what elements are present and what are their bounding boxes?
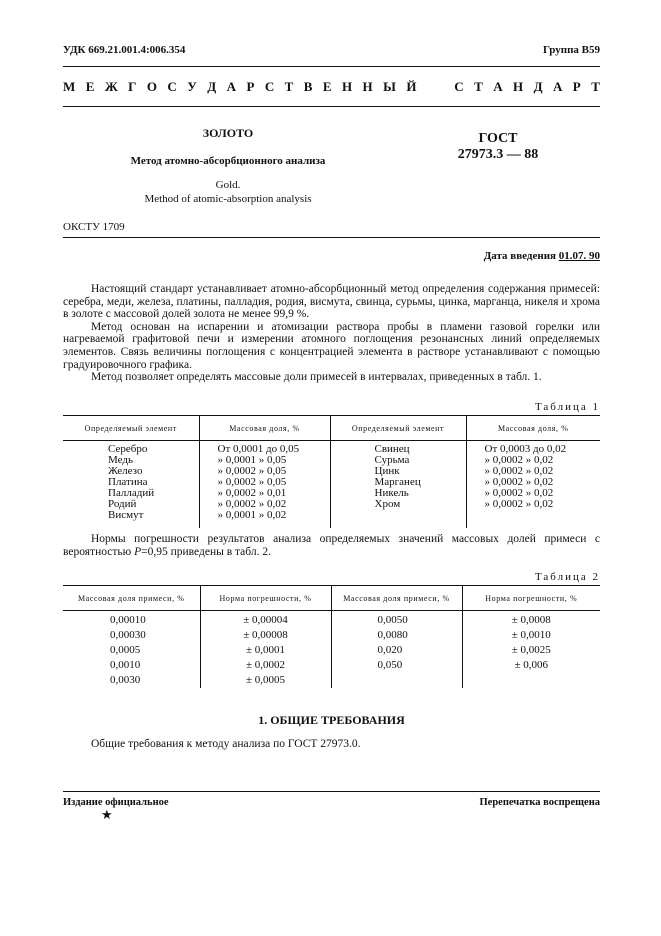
banner-rule [63, 106, 600, 107]
banner-letter: Е [85, 79, 95, 94]
table2-header-fraction-2: Массовая доля примеси, % [331, 586, 462, 611]
banner-letter: А [226, 79, 236, 94]
table1-cell: » 0,0002 » 0,02 [484, 465, 554, 477]
banner-letter: Д [533, 79, 543, 94]
table2-caption: Таблица 2 [534, 571, 600, 583]
table1-cell: Сурьма [374, 454, 410, 466]
banner-letter: О [146, 79, 157, 94]
banner-letter: Т [591, 79, 600, 94]
table2-cell: ± 0,00008 [200, 628, 331, 643]
table1-cell: » 0,0001 » 0,05 [217, 454, 287, 466]
table1-cell: » 0,0002 » 0,02 [484, 498, 554, 510]
banner-letter: С [454, 79, 464, 94]
table2-cell: 0,00030 [110, 629, 146, 641]
table1-cell: Палладий [108, 487, 155, 499]
standard-name: ЗОЛОТО [202, 126, 254, 140]
paragraph-norms-part1: Нормы погрешности результатов анализа определяемых значений массовых долей примеси с вероятностью [63, 533, 600, 558]
table1-cell: Никель [374, 487, 409, 499]
table2-header-norm: Норма погрешности, % [200, 586, 331, 611]
english-subtitle: Method of atomic-absorption analysis [144, 193, 312, 205]
banner-letter: Г [128, 79, 137, 94]
table2-cell: ± 0,0010 [462, 628, 600, 643]
okstu-rule [63, 237, 600, 238]
table2-row [63, 611, 600, 629]
section-1-text: Общие требования к методу анализа по ГОСТ 27973.0. [91, 738, 361, 750]
table2-cell: 0,020 [331, 643, 462, 658]
table1-cell: » 0,0002 » 0,05 [217, 465, 287, 477]
table2-cell: ± 0,0005 [200, 673, 331, 688]
table2-cell: ± 0,0025 [462, 643, 600, 658]
standard-subtitle: Метод атомно-абсорбционного анализа [130, 155, 326, 167]
banner-letter: Е [322, 79, 332, 94]
table1-header-row [63, 416, 600, 441]
title-block [63, 126, 393, 206]
table2-row [63, 673, 600, 688]
intro-text [63, 283, 600, 384]
table2-cell: 0,0080 [331, 628, 462, 643]
table2-cell: 0,0005 [110, 644, 141, 656]
gost-number-block [448, 131, 548, 163]
table1-cell: » 0,0001 » 0,02 [217, 509, 287, 521]
banner-letter: Т [474, 79, 483, 94]
banner-letter: Ы [383, 79, 396, 94]
paragraph-norms-text [63, 533, 600, 558]
table2-cell: ± 0,0008 [462, 611, 600, 629]
paragraph-range: Метод позволяет определять массовые доли примесей в интервалах, приведенных в табл. 1. [91, 371, 542, 384]
table1-caption: Таблица 1 [534, 401, 600, 413]
intro-date [440, 250, 600, 262]
paragraph-method: Метод основан на испарении и атомизации раствора пробы в пламени газовой горелки или нагреваемой графитовой печи и измерении атомного поглощения резонансных линий определяемых элементов. Связь величины поглощения с концентрацией элемента в растворе устанавливают с помощью градуировочного графика. [63, 320, 600, 371]
table1-cell: Свинец [374, 443, 410, 455]
table1-cell: » 0,0002 » 0,02 [484, 476, 554, 488]
table1-left-elements [63, 441, 199, 529]
banner-letter [427, 79, 430, 95]
gost-number: 27973.3 — 88 [457, 147, 539, 162]
banner-letter: С [264, 79, 275, 94]
table1-cell: » 0,0002 » 0,01 [217, 487, 287, 499]
banner-letter: Д [207, 79, 217, 94]
table2 [63, 585, 600, 688]
table1-cell: Марганец [374, 476, 421, 488]
table2-row [63, 628, 600, 643]
official-edition: Издание официальное [63, 797, 169, 808]
banner-letter: А [493, 79, 503, 94]
probability-symbol: P [134, 545, 142, 558]
table2-cell: 0,0050 [331, 611, 462, 629]
group-code: Группа В59 [542, 44, 600, 56]
table2-header-row [63, 586, 600, 611]
table2-cell: 0,050 [331, 658, 462, 673]
udk-code: УДК 669.21.001.4:006.354 [63, 44, 186, 56]
english-name: Gold. [215, 179, 241, 191]
table1-cell: От 0,0003 до 0,02 [484, 443, 567, 455]
table2-row [63, 658, 600, 673]
table1-cell: Родий [108, 498, 137, 510]
table1-cell: Железо [108, 465, 143, 477]
intro-date-label: Дата введения [483, 250, 556, 262]
paragraph-norms-part2: =0,95 приведены в табл. 2. [141, 545, 271, 558]
table2-cell: ± 0,0002 [200, 658, 331, 673]
table2-cell: ± 0,00004 [200, 611, 331, 629]
table1-cell: От 0,0001 до 0,05 [217, 443, 300, 455]
table2-row [63, 643, 600, 658]
table1-cell: » 0,0002 » 0,05 [217, 476, 287, 488]
table1 [63, 415, 600, 528]
table1-header-fraction: Массовая доля, % [199, 416, 330, 441]
star-icon: ★ [101, 807, 113, 822]
table1-cell: Платина [108, 476, 148, 488]
table1-header-element-2: Определяемый элемент [330, 416, 466, 441]
banner-letter: Р [246, 79, 255, 94]
table2-cell: 0,0010 [110, 659, 141, 671]
table1-cell: » 0,0002 » 0,02 [484, 487, 554, 499]
banner-letter: А [552, 79, 563, 94]
table1-cell: Цинк [374, 465, 400, 477]
banner-letter: Ж [104, 79, 118, 94]
table1-header-element: Определяемый элемент [63, 416, 199, 441]
table1-cell: » 0,0002 » 0,02 [484, 454, 554, 466]
banner-letter: Н [513, 79, 524, 94]
banner-letter: Р [572, 79, 581, 94]
table1-right-values [466, 441, 600, 529]
okstu-code: ОКСТУ 1709 [63, 221, 125, 233]
banner-letter: У [187, 79, 197, 94]
banner-letter: Й [406, 79, 417, 94]
paragraph-norms [63, 533, 600, 558]
footer-rule [63, 791, 600, 792]
banner-letter: М [63, 79, 76, 94]
table1-cell: Хром [374, 498, 401, 510]
banner-letter: В [303, 79, 313, 94]
section-1-title: 1. ОБЩИЕ ТРЕБОВАНИЯ [258, 713, 405, 727]
banner-letter: Н [362, 79, 373, 94]
table2-cell [462, 673, 600, 688]
table1-cell: Висмут [108, 509, 144, 521]
english-title [63, 178, 393, 206]
table1-cell: Медь [108, 454, 133, 466]
reprint-prohibited: Перепечатка воспрещена [479, 797, 600, 808]
banner-letter: Т [284, 79, 294, 94]
intro-date-value: 01.07. 90 [558, 250, 600, 262]
banner-letter: Н [341, 79, 353, 94]
table2-cell: ± 0,006 [462, 658, 600, 673]
table2-body [63, 611, 600, 689]
header-rule [63, 66, 600, 67]
table2-header-norm-2: Норма погрешности, % [462, 586, 600, 611]
table1-right-elements [330, 441, 466, 529]
paragraph-scope: Настоящий стандарт устанавливает атомно-абсорбционный метод определения содержания примесей: серебра, меди, железа, платины, палладия, родия, висмута, свинца, сурьмы, цинка, марганца, никеля и хрома в золоте с массовой долей золота не менее 99,9 %. [63, 283, 600, 321]
table2-cell [331, 673, 462, 688]
table1-header-fraction-2: Массовая доля, % [466, 416, 600, 441]
table2-cell: 0,0030 [110, 674, 141, 686]
table1-left-values [199, 441, 330, 529]
gost-label: ГОСТ [478, 131, 518, 146]
table2-cell: ± 0,0001 [200, 643, 331, 658]
table1-cell: » 0,0002 » 0,02 [217, 498, 287, 510]
banner-letter: С [167, 79, 177, 94]
table2-cell: 0,00010 [110, 614, 146, 626]
banner-letter [441, 79, 444, 95]
table1-cell: Серебро [108, 443, 148, 455]
table1-body [63, 441, 600, 529]
interstate-standard-banner [63, 79, 600, 95]
table2-header-fraction: Массовая доля примеси, % [63, 586, 200, 611]
